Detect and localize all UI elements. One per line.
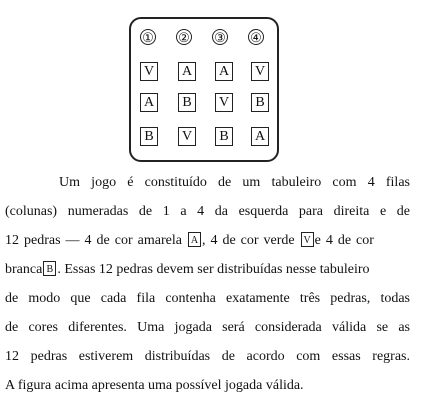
board-cell: A	[178, 62, 196, 81]
piece-b: B	[43, 261, 56, 276]
column-number-3: ③	[212, 29, 228, 45]
text-segment: , 4 de cor verde	[201, 233, 295, 248]
text-segment: e 4 de cor	[314, 233, 374, 248]
board-cell: V	[251, 62, 269, 81]
text-segment: 12 pedras — 4 de cor amarela	[5, 233, 182, 248]
board-cell: B	[178, 93, 196, 112]
board-cell: V	[178, 127, 196, 146]
piece-v: V	[301, 232, 314, 247]
text-line: de modo que cada fila contenha exatamente três pedras, todas	[5, 291, 410, 306]
board-cell: A	[140, 93, 158, 112]
text-line: 12 pedras estiverem distribuídas de acordo com essas regras.	[5, 349, 410, 364]
board-cell: B	[140, 127, 158, 146]
text-line: Um jogo é constituído de um tabuleiro com 4 filas	[59, 175, 410, 190]
text-line: de cores diferentes. Uma jogada será considerada válida se as	[5, 320, 410, 335]
column-number-2: ②	[176, 29, 192, 45]
board-cell: A	[251, 127, 269, 146]
piece-a: A	[188, 232, 201, 247]
text-segment: . Essas 12 pedras devem ser distribuídas nesse tabuleiro	[57, 262, 370, 277]
board-cell: A	[215, 62, 233, 81]
text-line	[5, 255, 410, 284]
text-line: A figura acima apresenta uma possível jogada válida.	[5, 378, 304, 393]
board-cell: B	[251, 93, 269, 112]
game-board	[129, 17, 279, 162]
problem-text	[5, 168, 410, 400]
board-cell: V	[215, 93, 233, 112]
column-number-1: ①	[140, 29, 156, 45]
board-cell: V	[140, 62, 158, 81]
text-line	[5, 226, 410, 255]
text-line: (colunas) numeradas de 1 a 4 da esquerda para direita e de	[5, 204, 410, 219]
column-number-4: ④	[248, 29, 264, 45]
board-cell: B	[215, 127, 233, 146]
text-segment: branca	[5, 262, 43, 277]
